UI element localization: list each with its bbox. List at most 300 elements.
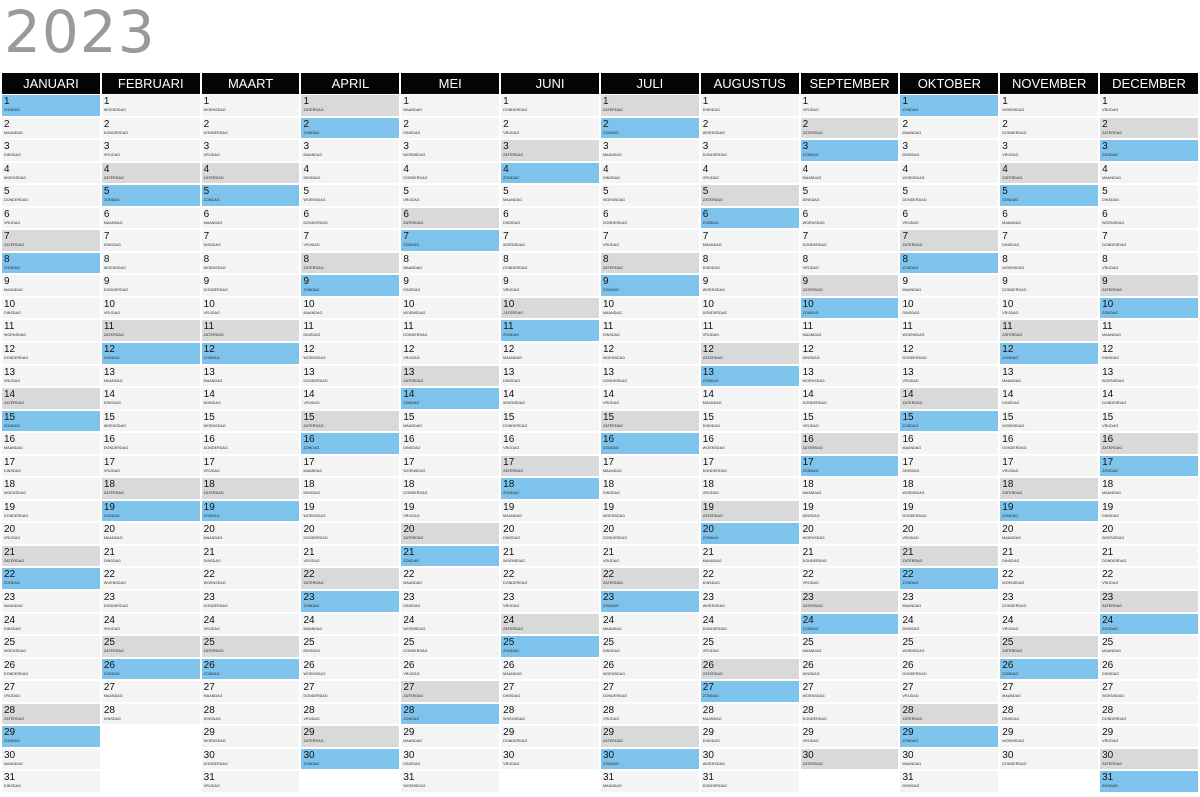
weekday-name: VRIJDAG [902,220,919,225]
weekday-name: VRIJDAG [1102,581,1119,586]
day-cell [1100,163,1198,184]
weekday-name: DONDERDAG [902,513,927,518]
day-cell [601,568,699,589]
weekday-name: ZONDAG [1002,198,1019,203]
day-cell [1100,591,1198,612]
day-cell [401,681,499,702]
weekday-name: DINSDAG [203,558,221,563]
day-number: 25 [4,637,16,649]
weekday-name: ZONDAG [4,581,20,586]
weekday-name: WOENSDAG [4,333,27,338]
day-cell [102,614,200,635]
day-number: 8 [503,253,509,265]
weekday-name: DONDERDAG [1002,446,1027,451]
day-cell [1000,523,1098,544]
day-cell [301,523,399,544]
day-cell [401,456,499,477]
weekday-name: ZONDAG [103,198,120,203]
weekday-name: ZONDAG [303,446,320,451]
weekday-name: WOENSDAG [1102,694,1125,699]
day-cell [1000,659,1098,680]
day-number: 13 [203,366,215,378]
day-number: 4 [1002,163,1008,175]
month-column-april [301,73,399,794]
weekday-name: ZONDAG [203,356,220,361]
weekday-name: VRIJDAG [203,784,220,789]
weekday-name: VRIJDAG [802,265,819,270]
day-number: 27 [702,682,714,694]
day-number: 9 [1002,276,1008,288]
day-cell [801,298,899,319]
day-number: 30 [203,749,215,761]
day-number: 15 [303,411,315,423]
weekday-name: ZONDAG [403,558,420,563]
day-number: 8 [802,253,809,265]
day-number: 25 [103,637,115,649]
day-number: 2 [802,118,809,130]
day-number: 20 [403,524,415,536]
month-header: AUGUSTUS [701,73,799,94]
day-number: 27 [1102,682,1114,694]
day-cell [501,185,599,206]
weekday-name: VRIJDAG [602,716,620,721]
day-number: 19 [902,501,914,513]
weekday-name: MAANDAG [303,153,323,158]
day-number: 31 [403,772,415,784]
month-column-juni [501,73,599,794]
day-number: 6 [1002,208,1008,220]
weekday-name: MAANDAG [403,265,423,270]
day-list [301,95,399,771]
day-number: 16 [103,434,115,446]
day-cell [1000,95,1098,116]
day-number: 4 [4,163,10,175]
weekday-name: DINSDAG [403,604,421,609]
day-number: 7 [103,231,110,243]
day-cell [301,456,399,477]
day-number: 4 [602,163,609,175]
day-cell [801,230,899,251]
day-number: 5 [1002,186,1008,198]
weekday-name: WOENSDAG [103,265,126,270]
weekday-name: MAANDAG [103,220,123,225]
day-number: 23 [303,592,315,604]
day-cell [202,704,300,725]
day-number: 14 [602,389,615,401]
day-cell [900,230,998,251]
day-cell [1100,411,1198,432]
day-cell [401,208,499,229]
day-cell [1000,591,1098,612]
weekday-name: DONDERDAG [802,401,827,406]
day-number: 9 [4,276,10,288]
weekday-name: VRIJDAG [103,468,121,473]
day-number: 24 [802,614,814,626]
day-number: 23 [802,592,814,604]
day-number: 23 [702,592,714,604]
day-cell [2,275,100,296]
weekday-name: WOENSDAG [1002,423,1025,428]
day-number: 30 [602,749,615,761]
day-cell [601,546,699,567]
weekday-name: DINSDAG [203,243,221,248]
day-cell [1000,320,1098,341]
day-cell [900,726,998,747]
weekday-name: MAANDAG [203,536,223,541]
weekday-name: VRIJDAG [702,649,720,654]
day-list [1100,95,1198,794]
weekday-name: MAANDAG [203,694,223,699]
day-number: 20 [503,524,515,536]
day-number: 18 [403,479,415,491]
month-column-februari [102,73,200,794]
day-cell [900,388,998,409]
weekday-name: MAANDAG [303,626,323,631]
weekday-name: DINSDAG [503,694,521,699]
day-cell [1000,298,1098,319]
weekday-name: DONDERDAG [702,784,728,789]
day-number: 8 [602,253,609,265]
weekday-name: VRIJDAG [1002,626,1019,631]
day-number: 21 [103,546,115,558]
day-number: 18 [802,479,814,491]
weekday-name: ZONDAG [1002,513,1019,518]
day-number: 2 [303,118,310,130]
weekday-name: DONDERDAG [203,604,228,609]
day-number: 6 [702,208,709,220]
weekday-name: DONDERDAG [1002,288,1027,293]
month-column-oktober [900,73,998,794]
weekday-name: DONDERDAG [802,243,827,248]
weekday-name: DINSDAG [1002,558,1020,563]
weekday-name: ZONDAG [1002,671,1019,676]
day-cell [202,726,300,747]
day-cell [701,591,799,612]
day-number: 11 [503,321,514,333]
weekday-name: MAANDAG [902,130,922,135]
day-cell [501,478,599,499]
weekday-name: DONDERDAG [4,671,29,676]
weekday-name: ZONDAG [702,694,719,699]
weekday-name: DINSDAG [802,198,820,203]
weekday-name: WOENSDAG [1002,739,1025,744]
day-cell [301,366,399,387]
day-cell [701,523,799,544]
day-number: 3 [103,141,110,153]
day-cell [2,298,100,319]
weekday-name: DINSDAG [602,491,621,496]
day-cell [701,118,799,139]
day-number: 10 [602,298,615,310]
day-cell [801,275,899,296]
day-cell [301,411,399,432]
day-number: 15 [1002,411,1014,423]
weekday-name: MAANDAG [403,581,423,586]
weekday-name: ZONDAG [503,175,520,180]
day-cell [601,771,699,792]
weekday-name: ZONDAG [103,356,120,361]
year-calendar-grid [2,73,1198,794]
weekday-name: WOENSDAG [1002,581,1025,586]
weekday-name: DONDERDAG [403,649,428,654]
day-cell [401,546,499,567]
day-number: 12 [1002,344,1014,356]
day-number: 9 [1102,276,1108,288]
day-cell [301,275,399,296]
day-number: 1 [902,96,909,107]
day-cell [202,591,300,612]
day-number: 1 [1002,96,1008,107]
weekday-name: ZATERDAG [1102,604,1123,609]
weekday-name: ZONDAG [702,220,719,225]
day-number: 11 [403,321,414,333]
day-cell [601,208,699,229]
day-cell [1100,501,1198,522]
day-cell [900,298,998,319]
weekday-name: DINSDAG [602,333,621,338]
day-number: 19 [503,501,515,513]
weekday-name: WOENSDAG [902,649,925,654]
day-number: 21 [702,546,714,558]
weekday-name: ZONDAG [702,378,719,383]
year-title: 2023 [4,0,156,66]
day-cell [102,118,200,139]
day-number: 17 [1102,456,1114,468]
weekday-name: WOENSDAG [802,694,825,699]
day-number: 29 [403,727,415,739]
day-cell [2,388,100,409]
day-number: 4 [1102,163,1108,175]
day-number: 26 [602,659,615,671]
weekday-name: ZONDAG [802,153,819,158]
month-header: JUNI [501,73,599,94]
day-cell [401,298,499,319]
day-cell [1100,95,1198,116]
day-number: 30 [4,749,16,761]
weekday-name: ZONDAG [902,265,919,270]
day-cell [801,681,899,702]
day-number: 27 [203,682,215,694]
day-cell [401,253,499,274]
day-number: 10 [1102,298,1114,310]
weekday-name: ZATERDAG [4,558,25,563]
day-number: 17 [4,456,16,468]
day-number: 29 [602,727,615,739]
day-number: 1 [802,96,809,107]
weekday-name: ZONDAG [403,716,420,721]
weekday-name: ZATERDAG [4,716,25,721]
day-number: 5 [203,186,210,198]
day-number: 14 [902,389,914,401]
day-number: 30 [1102,749,1114,761]
month-header: OKTOBER [900,73,998,94]
day-number: 21 [403,546,415,558]
day-cell [102,366,200,387]
day-number: 27 [103,682,115,694]
month-column-januari [2,73,100,794]
day-cell [1100,298,1198,319]
weekday-name: MAANDAG [503,356,523,361]
day-cell [801,163,899,184]
day-cell [401,411,499,432]
day-cell [401,501,499,522]
weekday-name: DINSDAG [602,175,621,180]
day-cell [701,366,799,387]
day-cell [202,140,300,161]
day-number: 1 [403,96,409,107]
day-cell [1000,388,1098,409]
day-cell [2,771,100,792]
weekday-name: VRIJDAG [103,153,121,158]
weekday-name: MAANDAG [602,784,622,789]
day-cell [301,118,399,139]
day-cell [801,456,899,477]
day-number: 20 [303,524,315,536]
day-number: 19 [403,501,415,513]
day-cell [1100,771,1198,792]
day-number: 14 [103,389,115,401]
day-number: 30 [503,749,515,761]
weekday-name: WOENSDAG [503,401,526,406]
day-cell [601,726,699,747]
weekday-name: DINSDAG [1102,198,1120,203]
weekday-name: ZATERDAG [103,491,124,496]
day-cell [102,681,200,702]
weekday-name: VRIJDAG [403,671,420,676]
day-number: 27 [503,682,515,694]
weekday-name: MAANDAG [902,288,922,293]
day-cell [701,478,799,499]
weekday-name: VRIJDAG [103,626,121,631]
day-cell [900,749,998,770]
day-number: 21 [802,546,814,558]
weekday-name: WOENSDAG [103,423,126,428]
day-cell [501,366,599,387]
day-number: 27 [802,682,814,694]
weekday-name: VRIJDAG [503,288,520,293]
day-cell [102,230,200,251]
day-cell [501,591,599,612]
day-cell [102,163,200,184]
day-number: 25 [602,637,615,649]
day-number: 31 [4,772,16,784]
day-number: 24 [902,614,914,626]
day-cell [102,95,200,116]
weekday-name: DONDERDAG [602,536,628,541]
weekday-name: DINSDAG [303,649,321,654]
weekday-name: DONDERDAG [702,626,728,631]
day-cell [102,433,200,454]
day-number: 10 [403,298,415,310]
weekday-name: MAANDAG [1102,333,1121,338]
day-cell [1000,568,1098,589]
weekday-name: MAANDAG [702,716,722,721]
day-cell [801,523,899,544]
weekday-name: ZONDAG [702,536,719,541]
day-number: 29 [802,727,814,739]
day-number: 20 [1102,524,1114,536]
weekday-name: ZATERDAG [4,401,25,406]
day-cell [501,208,599,229]
day-number: 16 [203,434,215,446]
weekday-name: ZONDAG [203,513,220,518]
day-number: 11 [1002,321,1013,333]
weekday-name: WOENSDAG [1102,220,1125,225]
day-cell [202,208,300,229]
day-number: 1 [103,96,110,107]
day-cell [2,140,100,161]
weekday-name: WOENSDAG [1002,108,1025,112]
weekday-name: DINSDAG [802,356,820,361]
day-number: 3 [203,141,210,153]
day-number: 24 [702,614,714,626]
weekday-name: ZATERDAG [4,243,25,248]
weekday-name: VRIJDAG [902,694,919,699]
weekday-name: VRIJDAG [303,716,320,721]
day-number: 10 [802,298,814,310]
day-cell [801,140,899,161]
day-cell [601,433,699,454]
day-number: 30 [802,749,814,761]
day-number: 3 [802,141,809,153]
day-cell [1000,118,1098,139]
weekday-name: VRIJDAG [802,581,819,586]
day-cell [701,636,799,657]
day-number: 21 [303,546,315,558]
day-number: 15 [103,411,115,423]
weekday-name: MAANDAG [602,626,622,631]
day-number: 13 [702,366,714,378]
day-number: 22 [802,569,814,581]
day-number: 20 [203,524,215,536]
day-cell [301,253,399,274]
weekday-name: ZONDAG [403,401,420,406]
day-number: 22 [203,569,215,581]
day-cell [301,681,399,702]
weekday-name: DINSDAG [403,761,421,766]
day-cell [501,320,599,341]
day-list [701,95,799,794]
day-number: 31 [203,772,215,784]
day-number: 6 [802,208,809,220]
weekday-name: ZONDAG [103,513,120,518]
weekday-name: DINSDAG [1102,356,1120,361]
day-number: 9 [103,276,110,288]
day-number: 12 [103,344,115,356]
weekday-name: ZATERDAG [103,649,124,654]
day-number: 14 [1002,389,1014,401]
weekday-name: DONDERDAG [702,153,728,158]
day-number: 5 [4,186,10,198]
day-number: 30 [1002,749,1014,761]
day-cell [900,614,998,635]
day-cell [2,320,100,341]
day-cell [900,411,998,432]
weekday-name: VRIJDAG [802,108,819,112]
weekday-name: ZATERDAG [403,536,424,541]
weekday-name: ZATERDAG [802,761,823,766]
day-cell [801,659,899,680]
weekday-name: VRIJDAG [802,739,819,744]
day-number: 24 [602,614,615,626]
day-list [501,95,599,771]
day-number: 21 [203,546,215,558]
day-cell [801,749,899,770]
day-number: 29 [303,727,315,739]
weekday-name: DONDERDAG [1102,401,1127,406]
month-column-november [1000,73,1098,794]
day-cell [202,771,300,792]
